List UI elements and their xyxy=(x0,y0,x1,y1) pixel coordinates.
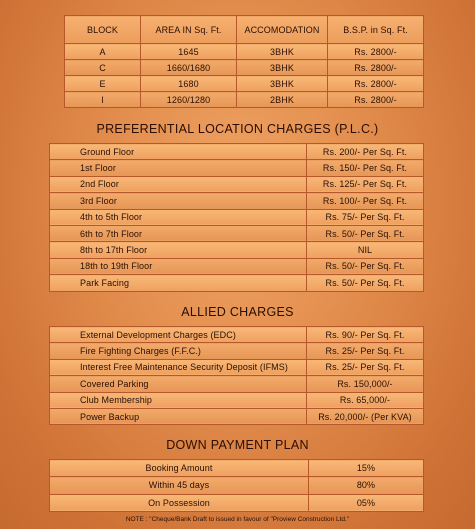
table-row xyxy=(50,209,424,225)
allied-item-cell: Club Membership xyxy=(50,392,307,408)
bsp-cell: Rs. 2800/- xyxy=(328,92,424,108)
table-row xyxy=(50,327,424,343)
block-cell: A xyxy=(65,44,141,60)
allied-charge-cell: Rs. 150,000/- xyxy=(307,376,424,392)
accommodation-cell: 3BHK xyxy=(237,44,328,60)
accommodation-cell: 2BHK xyxy=(237,92,328,108)
payment-stage-cell: Booking Amount xyxy=(50,460,309,477)
allied-charge-cell: Rs. 25/- Per Sq. Ft. xyxy=(307,359,424,375)
plc-floor-cell: Ground Floor xyxy=(50,144,307,160)
allied-item-cell: Covered Parking xyxy=(50,376,307,392)
block-cell: C xyxy=(65,60,141,76)
table-row xyxy=(50,477,424,494)
area-cell: 1260/1280 xyxy=(141,92,237,108)
bsp-cell: Rs. 2800/- xyxy=(328,76,424,92)
allied-charge-cell: Rs. 90/- Per Sq. Ft. xyxy=(307,327,424,343)
payment-stage-cell: On Possession xyxy=(50,494,309,511)
block-table-header-row xyxy=(65,16,424,44)
allied-item-cell: External Development Charges (EDC) xyxy=(50,327,307,343)
table-row xyxy=(50,343,424,359)
block-header: BLOCK xyxy=(65,16,141,44)
table-row xyxy=(65,60,424,76)
plc-charge-cell: NIL xyxy=(307,242,424,258)
area-cell: 1680 xyxy=(141,76,237,92)
plc-floor-cell: Park Facing xyxy=(50,275,307,291)
allied-item-cell: Interest Free Maintenance Security Deposit (IFMS) xyxy=(50,359,307,375)
allied-item-cell: Power Backup xyxy=(50,408,307,424)
bsp-cell: Rs. 2800/- xyxy=(328,44,424,60)
table-row xyxy=(50,392,424,408)
plc-charge-cell: Rs. 50/- Per Sq. Ft. xyxy=(307,225,424,241)
plc-charge-cell: Rs. 75/- Per Sq. Ft. xyxy=(307,209,424,225)
block-cell: E xyxy=(65,76,141,92)
payment-percent-cell: 80% xyxy=(309,477,424,494)
table-row xyxy=(50,258,424,274)
plc-floor-cell: 8th to 17th Floor xyxy=(50,242,307,258)
plc-charge-cell: Rs. 50/- Per Sq. Ft. xyxy=(307,258,424,274)
down-payment-heading: DOWN PAYMENT PLAN xyxy=(166,438,309,452)
plc-charge-cell: Rs. 50/- Per Sq. Ft. xyxy=(307,275,424,291)
plc-table xyxy=(49,143,424,292)
allied-charge-cell: Rs. 65,000/- xyxy=(307,392,424,408)
table-row xyxy=(65,76,424,92)
plc-floor-cell: 18th to 19th Floor xyxy=(50,258,307,274)
plc-charge-cell: Rs. 100/- Per Sq. Ft. xyxy=(307,193,424,209)
plc-charge-cell: Rs. 125/- Per Sq. Ft. xyxy=(307,176,424,192)
plc-floor-cell: 6th to 7th Floor xyxy=(50,225,307,241)
allied-table xyxy=(49,326,424,425)
table-row xyxy=(50,242,424,258)
plc-floor-cell: 3rd Floor xyxy=(50,193,307,209)
table-row xyxy=(50,359,424,375)
payment-stage-cell: Within 45 days xyxy=(50,477,309,494)
accommodation-cell: 3BHK xyxy=(237,76,328,92)
footer-note: NOTE : "Cheque/Bank Draft to issued in favour of "Proview Construction Ltd." xyxy=(125,516,350,523)
plc-heading: PREFERENTIAL LOCATION CHARGES (P.L.C.) xyxy=(96,122,379,136)
table-row xyxy=(50,494,424,511)
area-cell: 1645 xyxy=(141,44,237,60)
accommodation-cell: 3BHK xyxy=(237,60,328,76)
allied-charge-cell: Rs. 20,000/- (Per KVA) xyxy=(307,408,424,424)
block-table xyxy=(64,15,424,108)
table-row xyxy=(50,376,424,392)
allied-item-cell: Fire Fighting Charges (F.F.C.) xyxy=(50,343,307,359)
table-row xyxy=(65,92,424,108)
table-row xyxy=(50,408,424,424)
table-row xyxy=(50,193,424,209)
table-row xyxy=(50,160,424,176)
accommodation-header: ACCOMODATION xyxy=(237,16,328,44)
bsp-header: B.S.P. in Sq. Ft. xyxy=(328,16,424,44)
allied-heading: ALLIED CHARGES xyxy=(181,305,294,319)
plc-charge-cell: Rs. 200/- Per Sq. Ft. xyxy=(307,144,424,160)
area-cell: 1660/1680 xyxy=(141,60,237,76)
block-cell: I xyxy=(65,92,141,108)
plc-floor-cell: 2nd Floor xyxy=(50,176,307,192)
table-row xyxy=(50,176,424,192)
plc-floor-cell: 1st Floor xyxy=(50,160,307,176)
payment-percent-cell: 05% xyxy=(309,494,424,511)
table-row xyxy=(50,460,424,477)
bsp-cell: Rs. 2800/- xyxy=(328,60,424,76)
plc-charge-cell: Rs. 150/- Per Sq. Ft. xyxy=(307,160,424,176)
allied-charge-cell: Rs. 25/- Per Sq. Ft. xyxy=(307,343,424,359)
table-row xyxy=(50,144,424,160)
table-row xyxy=(50,275,424,291)
table-row xyxy=(65,44,424,60)
table-row xyxy=(50,225,424,241)
down-payment-table xyxy=(49,459,424,512)
plc-floor-cell: 4th to 5th Floor xyxy=(50,209,307,225)
area-header: AREA IN Sq. Ft. xyxy=(141,16,237,44)
payment-percent-cell: 15% xyxy=(309,460,424,477)
